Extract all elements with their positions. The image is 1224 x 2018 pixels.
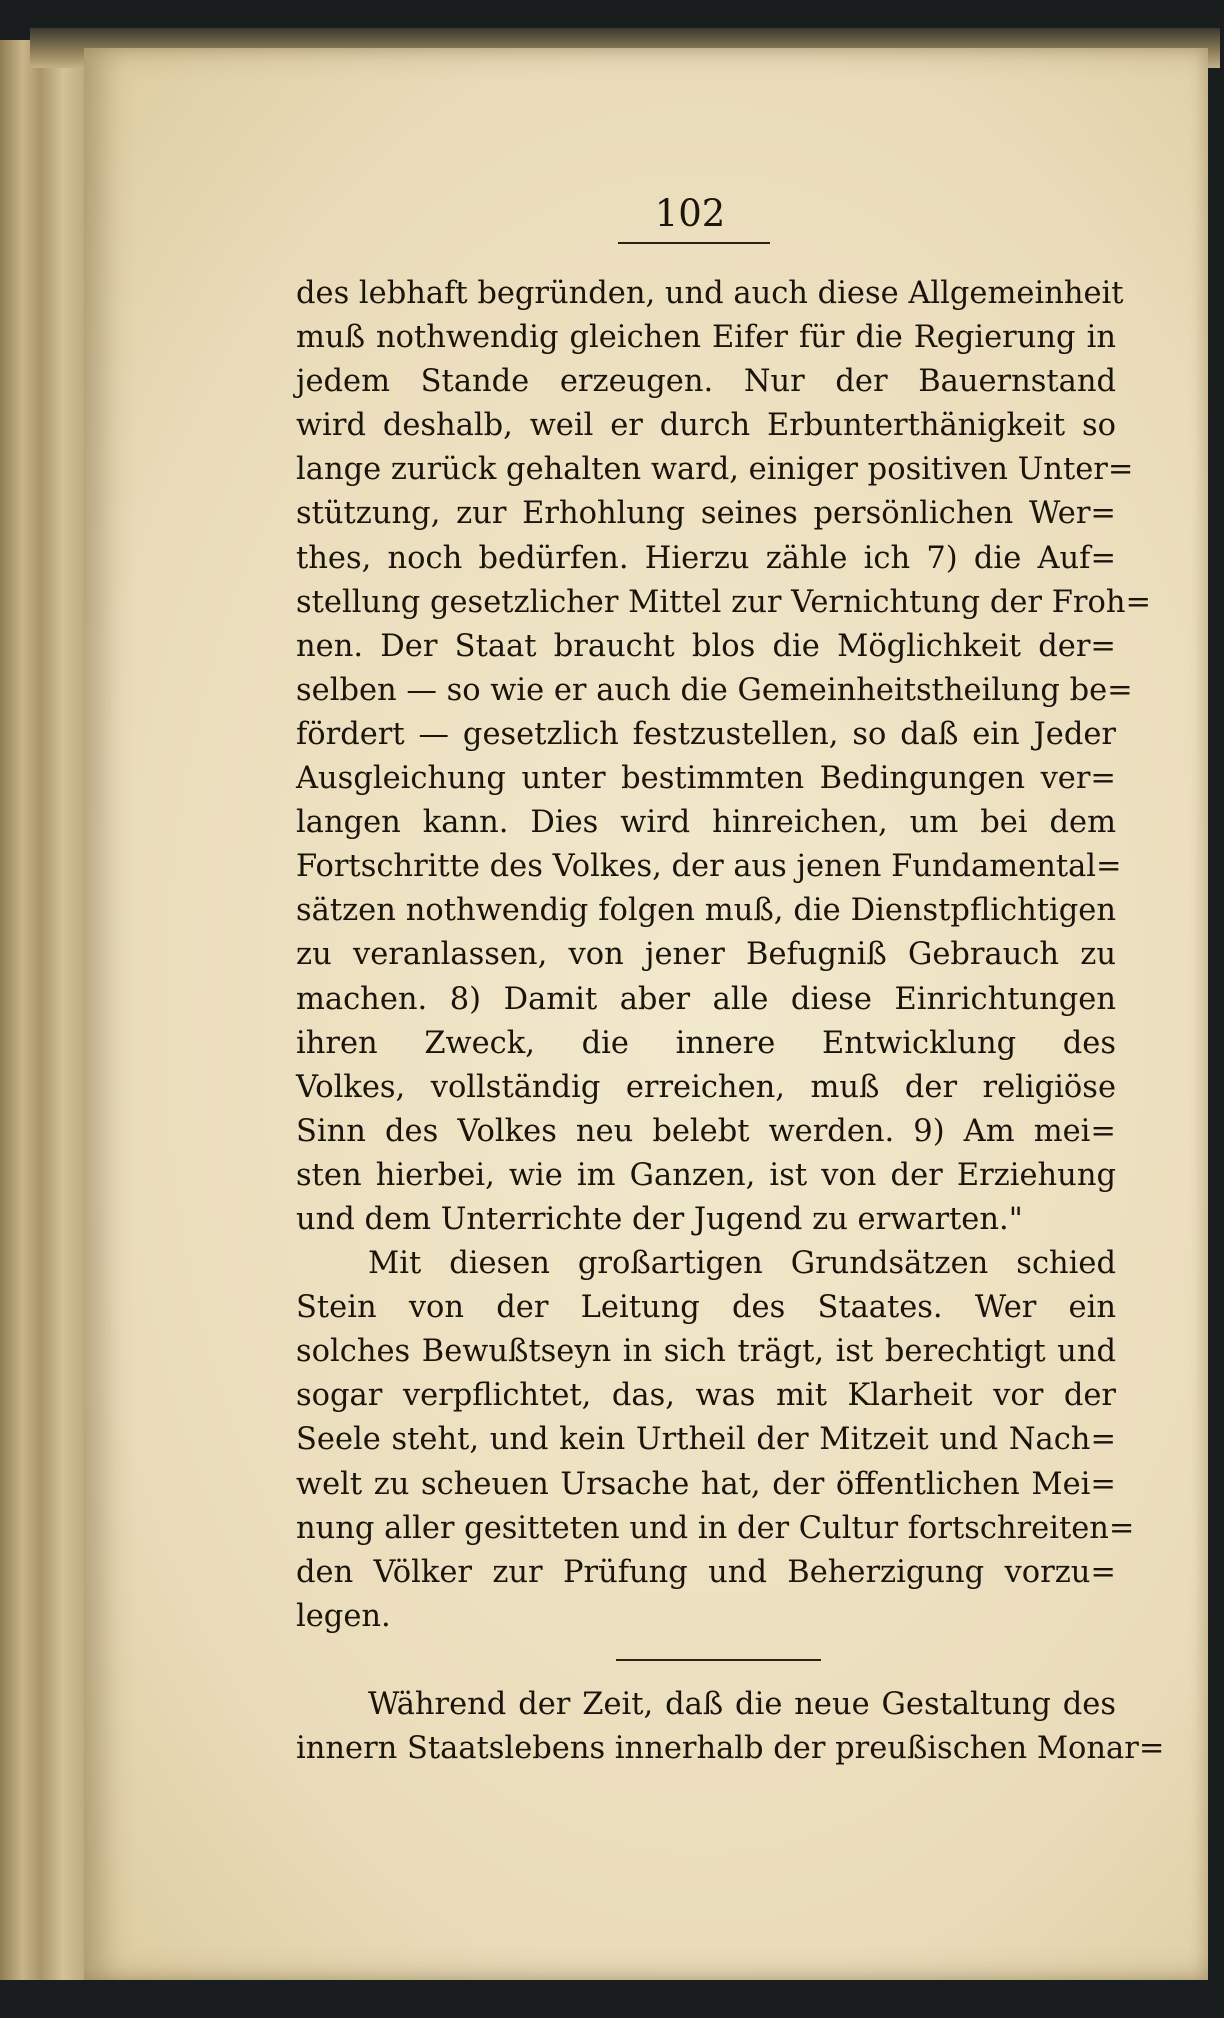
text-line: fördert — gesetzlich festzustellen, so daß ein Jeder [296, 716, 1116, 752]
text-line: stützung, zur Erhohlung seines persönlichen Wer= [296, 496, 1116, 532]
section-rule [616, 1659, 821, 1661]
text-line: Mit diesen großartigen Grundsätzen schied [368, 1246, 1116, 1282]
book-page-edges [0, 40, 90, 1980]
text-line: Ausgleichung unter bestimmten Bedingungen ver= [296, 761, 1116, 797]
text-line: ihren Zweck, die innere Entwicklung des [296, 1025, 1116, 1061]
text-line: selben — so wie er auch die Gemeinheitstheilung be= [296, 672, 1133, 708]
text-line: machen. 8) Damit aber alle diese Einrichtungen [296, 981, 1116, 1017]
text-line: und dem Unterrichte der Jugend zu erwarten." [296, 1201, 1023, 1237]
text-line: Seele steht, und kein Urtheil der Mitzeit und Nach= [296, 1422, 1116, 1458]
text-line: legen. [296, 1598, 391, 1634]
text-line: welt zu scheuen Ursache hat, der öffentlichen Mei= [296, 1466, 1116, 1502]
text-line: wird deshalb, weil er durch Erbunterthänigkeit so [296, 408, 1116, 444]
text-line: muß nothwendig gleichen Eifer für die Regierung in [296, 320, 1116, 356]
text-line: langen kann. Dies wird hinreichen, um bei dem [296, 805, 1116, 841]
text-line: jedem Stande erzeugen. Nur der Bauernstand [296, 364, 1116, 400]
text-line: zu veranlassen, von jener Befugniß Gebrauch zu [296, 937, 1116, 973]
text-line: sten hierbei, wie im Ganzen, ist von der Erziehung [296, 1157, 1116, 1193]
text-line: den Völker zur Prüfung und Beherzigung vorzu= [296, 1554, 1116, 1590]
text-line: Volkes, vollständig erreichen, muß der religiöse [296, 1069, 1116, 1105]
page-number: 102 [654, 192, 726, 235]
section-gap [296, 1639, 1116, 1683]
text-line: stellung gesetzlicher Mittel zur Vernichtung der Froh= [296, 584, 1152, 620]
text-line: Sinn des Volkes neu belebt werden. 9) Am mei= [296, 1113, 1116, 1149]
text-line: nen. Der Staat braucht blos die Möglichkeit der= [296, 628, 1116, 664]
text-line: thes, noch bedürfen. Hierzu zähle ich 7) die Auf= [296, 540, 1116, 576]
text-line: des lebhaft begründen, und auch diese Allgemeinheit [296, 276, 1124, 311]
text-line: sogar verpflichtet, das, was mit Klarheit vor der [296, 1378, 1116, 1414]
text-line: sätzen nothwendig folgen muß, die Dienstpflichtigen [296, 893, 1116, 929]
text-line: innern Staatslebens innerhalb der preußischen Monar= [296, 1731, 1165, 1766]
text-line: Fortschritte des Volkes, der aus jenen Fundamental= [296, 849, 1122, 885]
text-line: lange zurück gehalten ward, einiger positiven Unter= [296, 452, 1134, 488]
text-line: Während der Zeit, daß die neue Gestaltung des [368, 1686, 1116, 1722]
body-text [296, 272, 1165, 1771]
header-rule [618, 242, 770, 244]
text-line: solches Bewußtseyn in sich trägt, ist berechtigt und [296, 1334, 1116, 1370]
text-line: nung aller gesitteten und in der Cultur fortschreiten= [296, 1510, 1135, 1546]
text-line: Stein von der Leitung des Staates. Wer ein [296, 1290, 1116, 1326]
